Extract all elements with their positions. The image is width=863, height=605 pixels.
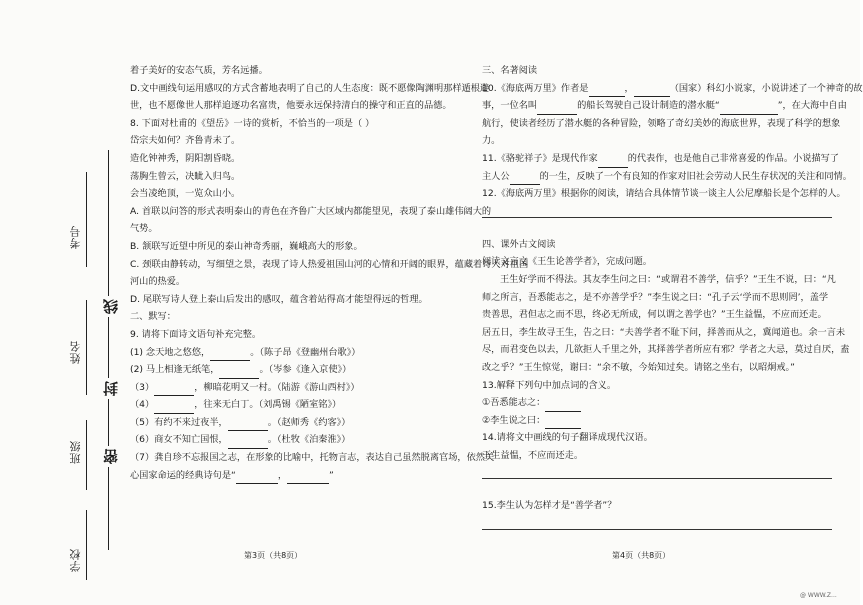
answer-blank[interactable] <box>545 399 581 412</box>
question-11: 11.《骆驼祥子》是现代作家 的代表作，也是他自己非常喜爱的作品。小说描写了 <box>482 150 832 168</box>
question-10-cont: 事，一位名叫 的船长驾驶自己设计制造的潜水艇“ ”，在大海中自由 <box>482 97 832 115</box>
poem-line: 会当凌绝顶，一览众山小。 <box>130 188 241 200</box>
seal-char-mi: 密 <box>100 446 121 467</box>
passage-line: 居五日，李生故寻王生，告之曰：“夫善学者不耻下问，择善而从之，冀闻道也。余一言未 <box>482 326 846 338</box>
watermark: @ WWW.Z... <box>800 592 837 599</box>
fill-item-7: （7）龚自珍不忘报国之志，在形象的比喻中，托物言志，表达自己虽然脱离官场，依然关 <box>130 452 495 464</box>
class-label: 班级 <box>69 440 82 464</box>
passage-line: 尽，而君变色以去，几欲拒人千里之外，其择善学者所应有邪？学者之大忌，莫过自厌，盍 <box>482 344 850 356</box>
answer-blank[interactable] <box>219 366 259 379</box>
passage-line: 王生好学而不得法。其友李生问之曰：“或谓君不善学，信乎？”王生不说，曰：“凡 <box>500 273 836 285</box>
question-13: 13.解释下列句中加点词的含义。 <box>482 379 617 391</box>
text-line: D.文中画线句运用感叹的方式含蓄地表明了自己的人生态度：既不愿像陶渊明那样遁根避 <box>130 82 490 94</box>
answer-line[interactable] <box>482 203 832 218</box>
poem-line: 岱宗夫如何？齐鲁青未了。 <box>130 135 241 147</box>
answer-blank[interactable] <box>634 84 670 97</box>
question-13-2: ②李生说之曰： <box>482 412 832 430</box>
answer-blank[interactable] <box>210 348 250 361</box>
fill-item-7-cont: 心国家命运的经典诗句是“ ， ” <box>130 467 460 485</box>
question-9: 9. 请将下面诗文语句补充完整。 <box>130 328 262 340</box>
school-line <box>86 510 87 580</box>
answer-blank[interactable] <box>598 155 628 168</box>
answer-blank[interactable] <box>720 102 778 115</box>
question-11-cont: 主人公 的一生，反映了一个有良知的作家对旧社会劳动人民生存状况的关注和同情。 <box>482 168 832 186</box>
question-15: 15.李生认为怎样才是“善学者”？ <box>482 500 617 512</box>
fill-item-3: （3） ，柳暗花明又一村。（陆游《游山西村》） <box>130 379 460 397</box>
option-a-cont: 气势。 <box>130 223 158 235</box>
name-label: 姓名 <box>69 340 82 364</box>
fill-item-4: （4） ，往来无白丁。（刘禹锡《陋室铭》） <box>130 396 460 414</box>
seal-char-feng: 封 <box>100 378 121 399</box>
answer-blank[interactable] <box>236 471 278 484</box>
question-10-cont: 力。 <box>482 135 501 147</box>
fill-item-6: （6）商女不知亡国恨， 。（杜牧《泊秦淮》） <box>130 431 460 449</box>
seal-char-xian: 线 <box>100 296 121 317</box>
section-2-heading: 二、默写： <box>130 311 176 323</box>
exam-no-line <box>86 172 87 267</box>
passage-line: 贵善思，君但志之而不思，终必无所成，何以谓之善学也？”王生益愠，不应而还走。 <box>482 309 827 321</box>
fill-item-5: （5）有约不来过夜半， 。（赵师秀《约客》） <box>130 414 460 432</box>
fill-item-1: (1) 念天地之悠悠， 。（陈子昂《登幽州台歌》） <box>130 344 460 362</box>
question-8: 8. 下面对杜甫的《望岳》一诗的赏析，不恰当的一项是（ ） <box>130 117 375 129</box>
passage-line: 改之乎？”王生惊觉，谢曰：“余不敏，今始知过矣。请铭之坐右，以昭炯戒。” <box>482 361 795 373</box>
answer-blank[interactable] <box>228 436 268 449</box>
question-10-cont: 航行，使读者经历了潜水艇的各种冒险，领略了奇幻美妙的海底世界，表现了科学的想象 <box>482 117 841 129</box>
answer-blank[interactable] <box>287 471 329 484</box>
answer-blank[interactable] <box>510 172 540 185</box>
question-14-sentence: 王生益愠，不应而还走。 <box>482 449 584 461</box>
answer-blank[interactable] <box>228 418 268 431</box>
answer-blank[interactable] <box>537 102 577 115</box>
section-4-heading: 四、课外古文阅读 <box>482 238 556 250</box>
passage-line: 师之所言，吾悉能志之，是不亦善学乎？”李生说之曰：“孔子云‘学而不思则罔’，盖学 <box>482 291 829 303</box>
text-line: 着子美好的安态气质，芳名远播。 <box>130 65 268 76</box>
answer-blank[interactable] <box>589 84 625 97</box>
exam-no-label: 考号 <box>69 225 82 249</box>
page-3-footer: 第3页（共8页） <box>244 551 303 560</box>
section-3-heading: 三、名著阅读 <box>482 65 538 76</box>
name-line <box>86 300 87 395</box>
binding-margin <box>0 0 118 605</box>
poem-line: 造化钟神秀，阴阳割昏晓。 <box>130 152 241 164</box>
question-12: 12.《海底两万里》根据你的阅读，请结合具体情节谈一谈主人公尼摩船长是个怎样的人。 <box>482 188 846 200</box>
option-c: C. 颈联由静转动，写细望之景，表现了诗人热爱祖国山河的心情和开阔的眼界，蕴藏着诗人对祖国 <box>130 258 529 270</box>
fill-item-2: (2) 马上相逢无纸笔， 。（岑参《逢入京使》） <box>130 361 460 379</box>
question-10: 10.《海底两万里》作者是 ， （国家）科幻小说家，小说讲述了一个神奇的故 <box>482 80 832 98</box>
page-4-footer: 第4页（共8页） <box>612 551 671 560</box>
option-c-cont: 河山的热爱。 <box>130 276 186 288</box>
text-line: 世，也不愿像世人那样追逐功名富贵，他要永远保持清白的操守和正直的品德。 <box>130 100 452 112</box>
option-a: A. 首联以问答的形式表明泰山的青色在齐鲁广大区域内都能望见，表现了泰山雄伟阔大的 <box>130 205 492 217</box>
answer-blank[interactable] <box>154 383 194 396</box>
school-label: 学校 <box>69 548 82 572</box>
option-b: B. 颔联写近望中所见的泰山神奇秀丽，巍峨高大的形象。 <box>130 240 363 252</box>
answer-blank[interactable] <box>154 401 194 414</box>
page-4-column <box>482 62 863 532</box>
fold-line <box>108 150 109 550</box>
question-14: 14.请将文中画线的句子翻译成现代汉语。 <box>482 432 653 444</box>
question-13-1: ①吾悉能志之： <box>482 394 832 412</box>
answer-line[interactable] <box>482 515 832 530</box>
answer-blank[interactable] <box>545 416 581 429</box>
passage-intro: 阅读文言文《王生论善学者》，完成问题。 <box>482 256 652 268</box>
poem-line: 荡胸生曾云，决眦入归鸟。 <box>130 170 241 182</box>
class-line <box>86 420 87 490</box>
answer-line[interactable] <box>482 464 832 479</box>
option-d: D. 尾联写诗人登上泰山后发出的感叹，蕴含着站得高才能望得远的哲理。 <box>130 293 428 305</box>
